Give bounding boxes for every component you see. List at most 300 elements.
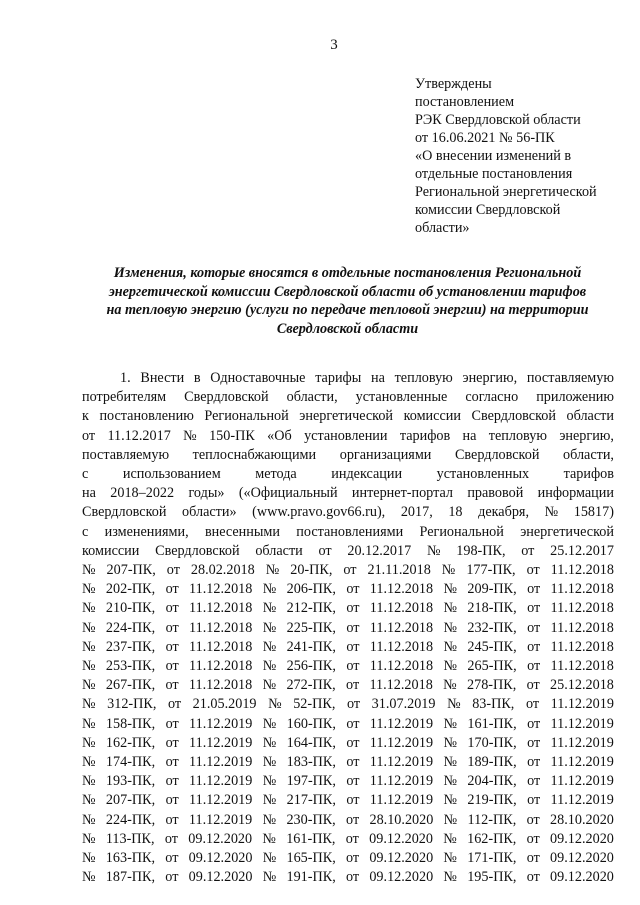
regulation-token: № <box>82 600 96 617</box>
word: области» <box>182 504 237 521</box>
word: № <box>183 427 197 444</box>
regulation-token: от <box>165 658 179 675</box>
regulation-token: 219-ПК, <box>467 792 517 809</box>
word: на <box>371 370 385 386</box>
regulation-token: от <box>346 619 360 636</box>
regulation-token: 11.12.2018 <box>550 600 614 617</box>
regulation-token: 11.12.2018 <box>550 619 614 636</box>
regulation-token: № <box>82 754 96 771</box>
regulation-token: от <box>345 830 359 847</box>
regulation-token: 28.10.2020 <box>550 811 614 828</box>
heading-line: Свердловской области <box>276 320 419 337</box>
paragraph-line <box>82 446 614 465</box>
regulation-token: 11.12.2018 <box>369 677 433 694</box>
regulation-token: № <box>443 581 458 598</box>
regulation-token: от <box>527 773 541 790</box>
regulation-row <box>82 811 614 830</box>
approval-line: Региональной энергетической <box>415 184 597 200</box>
regulation-token: 09.12.2020 <box>550 869 614 886</box>
regulation-token: 237-ПК, <box>105 638 156 655</box>
regulation-token: 20-ПК, <box>290 562 333 579</box>
regulation-token: 204-ПК, <box>467 773 517 790</box>
regulation-token: от <box>165 734 179 751</box>
regulation-token: 25.12.2018 <box>550 677 614 694</box>
word: с <box>82 466 89 483</box>
regulation-token: от <box>526 562 540 579</box>
regulation-token: 11.12.2019 <box>369 715 434 732</box>
regulation-token: от <box>527 754 541 771</box>
regulation-token: 174-ПК, <box>105 754 156 771</box>
word: годы» <box>188 485 225 502</box>
heading-line: на тепловую энергию (услуги по передаче тепловой энергии) на территории <box>106 302 589 318</box>
regulation-token: 09.12.2020 <box>369 850 434 867</box>
regulation-token: 11.12.2018 <box>369 619 434 636</box>
word: энергетической <box>520 523 614 540</box>
regulation-token: 09.12.2020 <box>550 830 614 847</box>
word: индексации <box>331 466 403 483</box>
regulation-token: от <box>527 658 541 675</box>
regulation-token: 11.12.2019 <box>369 754 434 771</box>
regulation-token: 11.12.2018 <box>369 581 434 598</box>
regulation-row <box>82 561 614 580</box>
approval-block <box>415 75 635 237</box>
heading-line: энергетической комиссии Свердловской области об установлении тарифов <box>108 283 587 300</box>
regulation-token: № <box>443 830 457 847</box>
regulation-token: 11.12.2019 <box>369 773 434 790</box>
regulation-token: № <box>441 562 456 579</box>
regulation-list <box>82 561 614 887</box>
regulation-token: № <box>443 600 458 617</box>
regulation-token: № <box>262 850 277 867</box>
word: 20.12.2017 <box>347 542 412 559</box>
word: поставляемую <box>82 446 170 463</box>
word: от <box>318 542 332 559</box>
regulation-token: № <box>82 850 96 867</box>
regulation-token: от <box>165 600 179 617</box>
document-heading <box>60 264 635 338</box>
regulation-token: от <box>167 696 182 713</box>
regulation-token: от <box>527 600 541 617</box>
regulation-token: № <box>82 830 96 847</box>
approval-line: «О внесении изменений в <box>415 148 572 164</box>
regulation-row <box>82 638 614 657</box>
approval-line: РЭК Свердловской области <box>415 112 581 128</box>
regulation-token: от <box>165 869 179 886</box>
regulation-token: 52-ПК, <box>293 696 336 713</box>
regulation-token: № <box>82 562 96 579</box>
regulation-token: 11.12.2019 <box>550 734 614 751</box>
regulation-token: от <box>526 830 540 847</box>
word: поставляемую <box>526 370 614 386</box>
regulation-token: № <box>447 696 461 713</box>
regulation-token: 09.12.2020 <box>550 850 614 867</box>
word: приложению <box>536 389 614 406</box>
regulation-token: № <box>268 696 282 713</box>
word: 150-ПК <box>209 427 255 444</box>
word: установленные <box>355 389 448 406</box>
regulation-token: № <box>265 562 280 579</box>
regulation-token: от <box>527 638 541 655</box>
regulation-row <box>82 599 614 618</box>
regulation-token: от <box>343 562 357 579</box>
regulation-token: № <box>443 869 457 886</box>
regulation-token: 09.12.2020 <box>369 830 433 847</box>
regulation-token: № <box>443 715 458 732</box>
regulation-token: от <box>346 734 360 751</box>
regulation-token: от <box>165 677 179 694</box>
regulation-token: 161-ПК, <box>467 715 517 732</box>
word: постановлению <box>99 408 194 425</box>
word: области, <box>286 389 338 406</box>
word: внесенными <box>204 523 280 540</box>
regulation-token: 28.10.2020 <box>369 811 434 828</box>
regulation-row <box>82 695 614 714</box>
regulation-token: 241-ПК, <box>286 638 336 655</box>
word: тарифов <box>563 466 614 483</box>
regulation-token: 11.12.2018 <box>369 638 434 655</box>
word: интернет-портал <box>351 485 453 502</box>
word: области, <box>563 446 614 463</box>
regulation-token: 202-ПК, <box>105 581 156 598</box>
regulation-token: 191-ПК, <box>286 869 336 886</box>
word: 198-ПК, <box>456 542 506 559</box>
regulation-token: 11.12.2019 <box>189 734 253 751</box>
regulation-row <box>82 868 614 887</box>
regulation-token: 11.12.2018 <box>189 638 253 655</box>
word: потребителям <box>82 389 167 406</box>
word: Внести <box>140 370 185 386</box>
regulation-token: 171-ПК, <box>467 850 517 867</box>
approval-line: от 16.06.2021 № 56-ПК <box>415 130 555 146</box>
regulation-token: 113-ПК, <box>105 830 155 847</box>
regulation-token: № <box>82 811 96 828</box>
regulation-token: 11.12.2019 <box>189 773 253 790</box>
regulation-token: от <box>165 619 179 636</box>
regulation-token: 158-ПК, <box>105 715 156 732</box>
regulation-token: № <box>262 811 277 828</box>
regulation-token: 193-ПК, <box>105 773 156 790</box>
regulation-token: 11.12.2019 <box>550 792 614 809</box>
regulation-token: 197-ПК, <box>286 773 336 790</box>
regulation-token: 256-ПК, <box>286 658 336 675</box>
word: на <box>462 427 477 444</box>
word: от <box>521 542 535 559</box>
word: Одноставочные <box>210 370 306 386</box>
regulation-token: 31.07.2019 <box>371 696 436 713</box>
word: 15817) <box>573 504 614 521</box>
regulation-token: 11.12.2018 <box>550 638 614 655</box>
word: изменениями, <box>104 523 189 540</box>
regulation-token: 112-ПК, <box>467 811 517 828</box>
regulation-token: 230-ПК, <box>286 811 336 828</box>
regulation-row <box>82 849 614 868</box>
regulation-token: 11.12.2019 <box>189 754 253 771</box>
regulation-token: № <box>443 792 458 809</box>
word: установлении <box>304 427 388 444</box>
regulation-token: 11.12.2018 <box>188 677 253 694</box>
word: правовой <box>467 485 524 502</box>
regulation-token: от <box>346 773 360 790</box>
regulation-token: 11.12.2018 <box>189 658 253 675</box>
regulation-token: 21.05.2019 <box>192 696 257 713</box>
regulation-row <box>82 791 614 810</box>
regulation-token: № <box>262 658 277 675</box>
regulation-token: от <box>346 677 360 694</box>
regulation-token: от <box>165 754 179 771</box>
word: использованием <box>122 466 221 483</box>
regulation-token: 161-ПК, <box>286 830 336 847</box>
regulation-token: 11.12.2018 <box>189 619 253 636</box>
regulation-token: 21.11.2018 <box>367 562 431 579</box>
regulation-row <box>82 676 614 695</box>
regulation-token: 224-ПК, <box>105 811 156 828</box>
regulation-token: от <box>346 600 360 617</box>
regulation-token: 11.12.2019 <box>369 734 434 751</box>
approval-line: отдельные постановления <box>415 166 573 182</box>
regulation-token: от <box>166 562 180 579</box>
regulation-token: № <box>262 619 277 636</box>
word: 25.12.2017 <box>550 542 614 559</box>
regulation-token: от <box>345 869 360 886</box>
paragraph-line <box>82 369 614 388</box>
regulation-token: № <box>262 754 277 771</box>
regulation-token: 212-ПК, <box>286 600 336 617</box>
word: метода <box>255 466 297 483</box>
regulation-token: 162-ПК, <box>105 734 156 751</box>
word: постановлениями <box>296 523 404 540</box>
regulation-token: 267-ПК, <box>105 677 156 694</box>
approval-line: области» <box>415 220 470 236</box>
regulation-token: 11.12.2018 <box>189 581 253 598</box>
word: комиссии <box>82 542 140 559</box>
regulation-token: 165-ПК, <box>286 850 336 867</box>
regulation-token: № <box>262 581 277 598</box>
regulation-token: 09.12.2020 <box>188 869 253 886</box>
regulation-token: от <box>527 734 541 751</box>
regulation-token: от <box>526 811 540 828</box>
word: энергию, <box>559 427 614 444</box>
regulation-row <box>82 753 614 772</box>
regulation-token: 278-ПК, <box>467 677 517 694</box>
word: организациями <box>339 446 432 463</box>
regulation-token: № <box>82 677 96 694</box>
word: теплоснабжающими <box>192 446 317 463</box>
word: комиссии <box>403 408 461 425</box>
regulation-token: № <box>443 677 457 694</box>
regulation-token: 09.12.2020 <box>188 850 253 867</box>
regulation-token: № <box>262 734 277 751</box>
regulation-token: 207-ПК, <box>105 792 156 809</box>
regulation-token: от <box>527 792 541 809</box>
regulation-token: № <box>443 734 458 751</box>
word: информации <box>537 485 614 502</box>
regulation-token: № <box>262 830 276 847</box>
word: на <box>82 485 96 502</box>
word: тепловую <box>488 427 547 444</box>
regulation-token: 183-ПК, <box>286 754 336 771</box>
paragraph-line <box>82 484 614 503</box>
word: декабря, <box>478 504 529 521</box>
regulation-row <box>82 657 614 676</box>
regulation-token: № <box>82 696 96 713</box>
regulation-token: 09.12.2020 <box>369 869 434 886</box>
regulation-token: № <box>262 600 277 617</box>
word: Свердловской <box>454 446 540 463</box>
regulation-token: 11.12.2018 <box>369 600 434 617</box>
regulation-token: 207-ПК, <box>106 562 156 579</box>
regulation-token: № <box>262 869 277 886</box>
body-text <box>82 369 614 887</box>
regulation-token: от <box>526 869 540 886</box>
word: области <box>566 408 614 425</box>
paragraph-line <box>82 407 614 426</box>
regulation-token: 11.12.2019 <box>189 715 253 732</box>
regulation-token: 162-ПК, <box>467 830 517 847</box>
regulation-token: 177-ПК, <box>466 562 516 579</box>
word: установленных <box>436 466 530 483</box>
regulation-token: от <box>165 715 179 732</box>
regulation-token: № <box>82 581 96 598</box>
regulation-token: от <box>346 638 360 655</box>
regulation-row <box>82 619 614 638</box>
regulation-token: от <box>525 696 540 713</box>
regulation-token: 11.12.2019 <box>550 773 614 790</box>
paragraph-line <box>82 542 614 561</box>
regulation-token: 189-ПК, <box>467 754 517 771</box>
word: с <box>82 523 89 540</box>
regulation-token: от <box>165 850 179 867</box>
regulation-token: 195-ПК, <box>467 869 517 886</box>
regulation-token: № <box>262 638 277 655</box>
word: (www.pravo.gov66.ru), <box>252 504 386 521</box>
regulation-row <box>82 715 614 734</box>
regulation-token: 164-ПК, <box>286 734 336 751</box>
word: Свердловской <box>155 542 240 559</box>
regulation-token: от <box>346 658 360 675</box>
regulation-row <box>82 580 614 599</box>
word: к <box>82 408 89 425</box>
word: от <box>82 427 96 444</box>
regulation-token: 232-ПК, <box>467 619 517 636</box>
word: согласно <box>465 389 519 406</box>
regulation-token: 28.02.2018 <box>190 562 255 579</box>
regulation-token: № <box>443 658 458 675</box>
regulation-token: 218-ПК, <box>467 600 517 617</box>
regulation-token: № <box>443 754 458 771</box>
word: 2017, <box>400 504 433 521</box>
regulation-token: от <box>527 715 541 732</box>
regulation-token: № <box>82 773 96 790</box>
regulation-token: от <box>526 677 540 694</box>
regulation-token: № <box>262 773 277 790</box>
regulation-token: от <box>346 811 360 828</box>
regulation-token: 83-ПК, <box>472 696 515 713</box>
regulation-token: 272-ПК, <box>286 677 336 694</box>
regulation-token: от <box>527 581 541 598</box>
regulation-token: 163-ПК, <box>105 850 156 867</box>
paragraph-line <box>82 388 614 407</box>
regulation-token: 217-ПК, <box>286 792 336 809</box>
paragraph-line <box>82 465 614 484</box>
regulation-token: № <box>82 734 96 751</box>
approval-line: Утверждены <box>415 76 492 92</box>
word: 18 <box>448 504 463 521</box>
regulation-token: № <box>443 773 458 790</box>
regulation-token: № <box>262 715 277 732</box>
regulation-token: от <box>165 792 179 809</box>
regulation-token: 160-ПК, <box>286 715 336 732</box>
regulation-token: от <box>165 773 179 790</box>
regulation-token: 09.12.2020 <box>188 830 253 847</box>
regulation-token: 11.12.2019 <box>189 792 253 809</box>
regulation-token: 11.12.2018 <box>550 658 614 675</box>
paragraph-line <box>82 427 614 446</box>
word: Свердловской <box>471 408 556 425</box>
regulation-token: от <box>345 850 360 867</box>
word: Свердловской <box>184 389 269 406</box>
heading-line: Изменения, которые вносятся в отдельные постановления Региональной <box>113 265 582 281</box>
regulation-token: № <box>443 619 458 636</box>
regulation-token: № <box>443 850 457 867</box>
regulation-token: от <box>526 850 540 867</box>
regulation-token: 11.12.2018 <box>550 581 614 598</box>
regulation-token: № <box>82 792 96 809</box>
regulation-token: 11.12.2018 <box>189 600 253 617</box>
regulation-token: 224-ПК, <box>105 619 156 636</box>
regulation-token: 225-ПК, <box>286 619 336 636</box>
word: Свердловской <box>82 504 167 521</box>
word: тепловую <box>394 370 453 386</box>
regulation-token: от <box>346 754 360 771</box>
regulation-token: 11.12.2019 <box>550 754 614 771</box>
paragraph <box>82 369 614 561</box>
regulation-token: № <box>262 792 277 809</box>
regulation-token: 170-ПК, <box>467 734 517 751</box>
regulation-token: № <box>82 658 96 675</box>
regulation-token: № <box>443 811 458 828</box>
regulation-token: № <box>82 869 96 886</box>
regulation-token: 245-ПК, <box>467 638 517 655</box>
regulation-token: № <box>82 619 96 636</box>
regulation-token: от <box>164 830 178 847</box>
word: 11.12.2017 <box>107 427 171 444</box>
regulation-token: от <box>346 792 360 809</box>
approval-line: комиссии Свердловской <box>415 202 561 218</box>
regulation-token: 11.12.2019 <box>550 715 614 732</box>
regulation-token: 11.12.2019 <box>550 696 614 713</box>
regulation-token: от <box>527 619 541 636</box>
regulation-token: от <box>165 811 179 828</box>
regulation-token: 312-ПК, <box>107 696 157 713</box>
paragraph-line <box>82 503 614 522</box>
word: № <box>426 542 441 559</box>
regulation-token: от <box>165 638 179 655</box>
regulation-token: 253-ПК, <box>105 658 156 675</box>
page-number: 3 <box>330 37 338 53</box>
regulation-token: от <box>346 696 361 713</box>
word: № <box>544 504 559 521</box>
regulation-token: 209-ПК, <box>467 581 517 598</box>
word: энергию, <box>462 370 518 386</box>
regulation-token: 210-ПК, <box>105 600 156 617</box>
regulation-token: 11.12.2018 <box>369 658 434 675</box>
approval-line: постановлением <box>415 94 515 110</box>
word: в <box>193 370 201 386</box>
word: тарифов <box>399 427 451 444</box>
word: Региональной <box>204 408 289 425</box>
regulation-row <box>82 830 614 849</box>
word: 1. <box>120 370 131 386</box>
